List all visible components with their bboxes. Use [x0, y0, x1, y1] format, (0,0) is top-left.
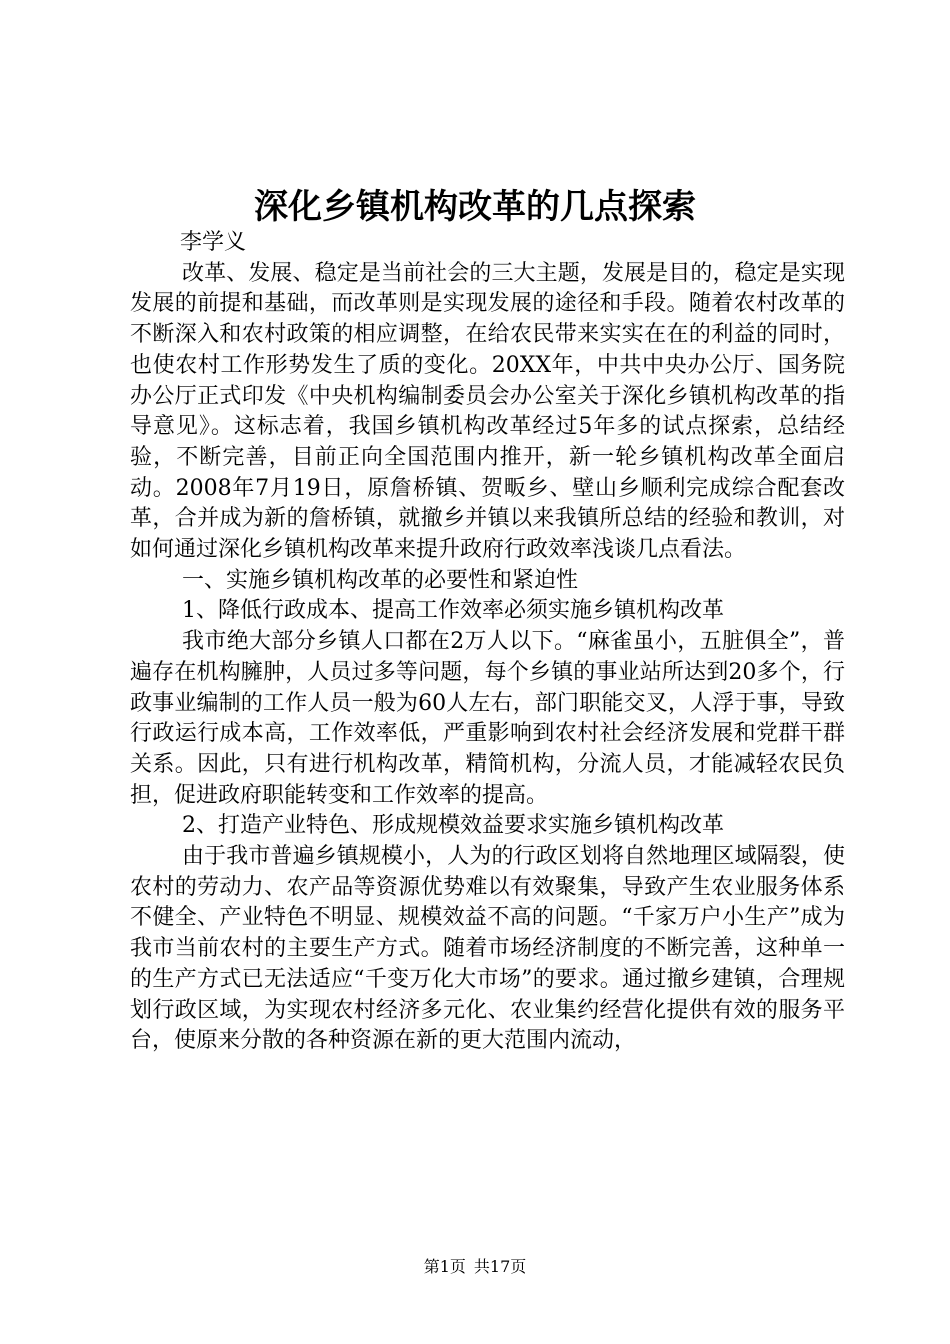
paragraph-intro: 改革、发展、稳定是当前社会的三大主题，发展是目的，稳定是实现发展的前提和基础，而改革则是实现发展的途径和手段。随着农村改革的不断深入和农村政策的相应调整，在给农民带来实实在在的利益的同时，也使农村工作形势发生了质的变化。20XX年，中共中央办公厅、国务院办公厅正式印发《中央机构编制委员会办公室关于深化乡镇机构改革的指导意见》。这标志着，我国乡镇机构改革经过5年多的试点探索，总结经验，不断完善，目前正向全国范围内推开，新一轮乡镇机构改革全面启动。2008年7月19日，原詹桥镇、贺畈乡、壁山乡顺利完成综合配套改革，合并成为新的詹桥镇，就撤乡并镇以来我镇所总结的经验和教训，对如何通过深化乡镇机构改革来提升政府行政效率浅谈几点看法。	[130, 260, 845, 563]
page-number: 第1页	[423, 1257, 466, 1276]
page-total: 共17页	[473, 1257, 527, 1276]
subsection-heading-1: 1、降低行政成本、提高工作效率必须实施乡镇机构改革	[182, 598, 724, 624]
document-title: 深化乡镇机构改革的几点探索	[254, 187, 696, 227]
paragraph-subsection-2: 由于我市普遍乡镇规模小，人为的行政区划将自然地理区域隔裂，使农村的劳动力、农产品等资源优势难以有效聚集，导致产生农业服务体系不健全、产业特色不明显、规模效益不高的问题。“千家万户小生产”成为我市当前农村的主要生产方式。随着市场经济制度的不断完善，这种单一的生产方式已无法适应“千变万化大市场”的要求。通过撤乡建镇，合理规划行政区域，为实现农村经济多元化、农业集约经营化提供有效的服务平台，使原来分散的各种资源在新的更大范围内流动，	[130, 844, 845, 1054]
page-footer	[0, 1255, 950, 1279]
author-name: 李学义	[180, 230, 247, 255]
paragraph-subsection-1: 我市绝大部分乡镇人口都在2万人以下。“麻雀虽小，五脏俱全”，普遍存在机构臃肿，人员过多等问题，每个乡镇的事业站所达到20多个，行政事业编制的工作人员一般为60人左右，部门职能交叉，人浮于事，导致行政运行成本高，工作效率低，严重影响到农村社会经济发展和党群干群关系。因此，只有进行机构改革，精简机构，分流人员，才能减轻农民负担，促进政府职能转变和工作效率的提高。	[130, 629, 845, 808]
subsection-heading-2: 2、打造产业特色、形成规模效益要求实施乡镇机构改革	[182, 813, 724, 839]
document-body	[130, 228, 845, 1057]
section-heading-1: 一、实施乡镇机构改革的必要性和紧迫性	[182, 567, 579, 593]
